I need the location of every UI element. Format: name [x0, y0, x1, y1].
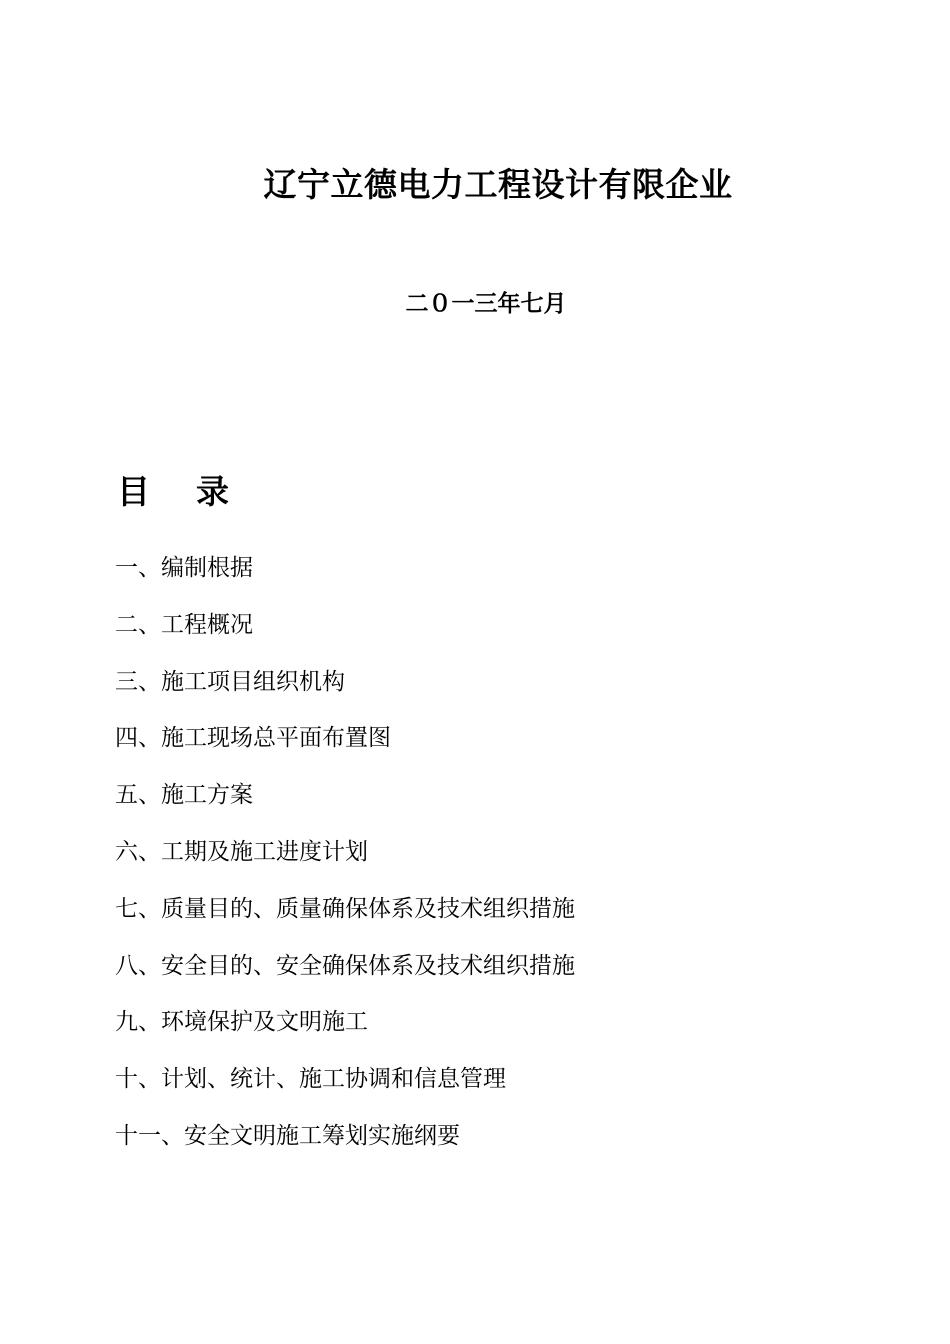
toc-item: 五、施工方案: [115, 782, 253, 809]
toc-item: 七、质量目的、质量确保体系及技术组织措施: [115, 895, 575, 922]
toc-item: 二、工程概况: [115, 611, 253, 638]
toc-item: 十、计划、统计、施工协调和信息管理: [115, 1066, 506, 1093]
toc-item: 十一、安全文明施工筹划实施纲要: [115, 1122, 460, 1149]
toc-item: 八、安全目的、安全确保体系及技术组织措施: [115, 952, 575, 979]
company-name: 辽宁立德电力工程设计有限企业: [263, 165, 733, 204]
toc-list: [115, 548, 575, 1173]
toc-item: 六、工期及施工进度计划: [115, 838, 368, 865]
toc-heading: 目 录: [117, 472, 229, 511]
toc-item: 四、施工现场总平面布置图: [115, 725, 391, 752]
document-date: 二０一三年七月: [405, 290, 567, 317]
toc-item: 三、施工项目组织机构: [115, 668, 345, 695]
toc-item: 一、编制根据: [115, 555, 253, 581]
toc-item: 九、环境保护及文明施工: [115, 1009, 368, 1036]
